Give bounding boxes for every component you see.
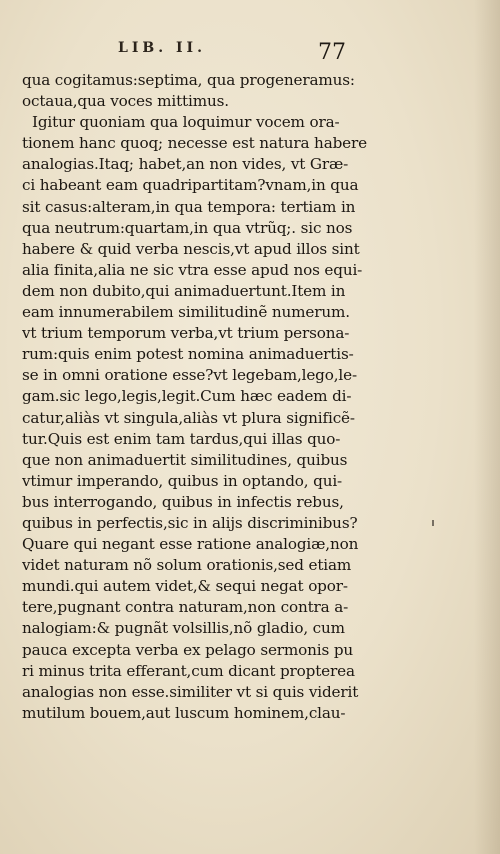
text-line: se in omni oratione esse?vt legebam,lego,le- xyxy=(22,366,357,385)
running-head: LIB. II. xyxy=(118,40,206,56)
text-line: nalogiam:& pugnãt volsillis,nõ gladio, cum xyxy=(22,619,345,638)
text-line: videt naturam nõ solum orationis,sed etiam xyxy=(22,556,352,575)
text-line: ri minus trita efferant,cum dicant propterea xyxy=(22,661,355,680)
gutter-shadow xyxy=(474,0,500,854)
ink-speck xyxy=(432,520,434,526)
text-line: tere,pugnant contra naturam,non contra a- xyxy=(22,598,349,617)
text-line: tur.Quis est enim tam tardus,qui illas quo- xyxy=(22,429,341,448)
text-line: alia finita,alia ne sic vtra esse apud nos equi- xyxy=(22,260,363,279)
text-line: mundi.qui autem videt,& sequi negat opor- xyxy=(22,577,348,596)
text-line: vt trium temporum verba,vt trium persona- xyxy=(22,324,350,343)
text-line: sit casus:alteram,in qua tempora: tertiam in xyxy=(22,197,356,216)
text-line: eam innumerabilem similitudinẽ numerum. xyxy=(22,303,350,322)
text-line: catur,aliàs vt singula,aliàs vt plura significẽ- xyxy=(22,408,355,427)
text-block xyxy=(22,70,378,724)
text-line: gam.sic lego,legis,legit.Cum hæc eadem di- xyxy=(22,387,352,406)
text-line: ci habeant eam quadripartitam?vnam,in qua xyxy=(22,176,359,195)
text-line: Igitur quoniam qua loquimur vocem ora- xyxy=(32,113,340,132)
text-line: mutilum bouem,aut luscum hominem,clau- xyxy=(22,703,346,722)
text-line: qua neutrum:quartam,in qua vtrũq;. sic nos xyxy=(22,218,353,237)
text-line: Quare qui negant esse ratione analogiæ,non xyxy=(22,535,359,554)
page-number: 77 xyxy=(318,40,346,65)
text-line: tionem hanc quoq; necesse est natura habere xyxy=(22,134,367,153)
text-line: analogias non esse.similiter vt si quis viderit xyxy=(22,682,359,701)
text-line: pauca excepta verba ex pelago sermonis pu xyxy=(22,640,354,659)
text-line: analogias.Itaq; habet,an non vides, vt Græ- xyxy=(22,155,349,174)
text-line: vtimur imperando, quibus in optando, qui- xyxy=(22,471,343,490)
text-line: habere & quid verba nescis,vt apud illos sint xyxy=(22,239,360,258)
text-line: bus interrogando, quibus in infectis rebus, xyxy=(22,492,344,511)
text-line: octaua,qua voces mittimus. xyxy=(22,92,229,111)
text-line: quibus in perfectis,sic in alijs discriminibus? xyxy=(22,513,358,532)
text-line: rum:quis enim potest nomina animaduertis- xyxy=(22,345,354,364)
text-line: qua cogitamus:septima, qua progeneramus: xyxy=(22,71,355,89)
text-line: dem non dubito,qui animaduertunt.Item in xyxy=(22,281,346,300)
text-line: que non animaduertit similitudines, quibus xyxy=(22,450,348,469)
